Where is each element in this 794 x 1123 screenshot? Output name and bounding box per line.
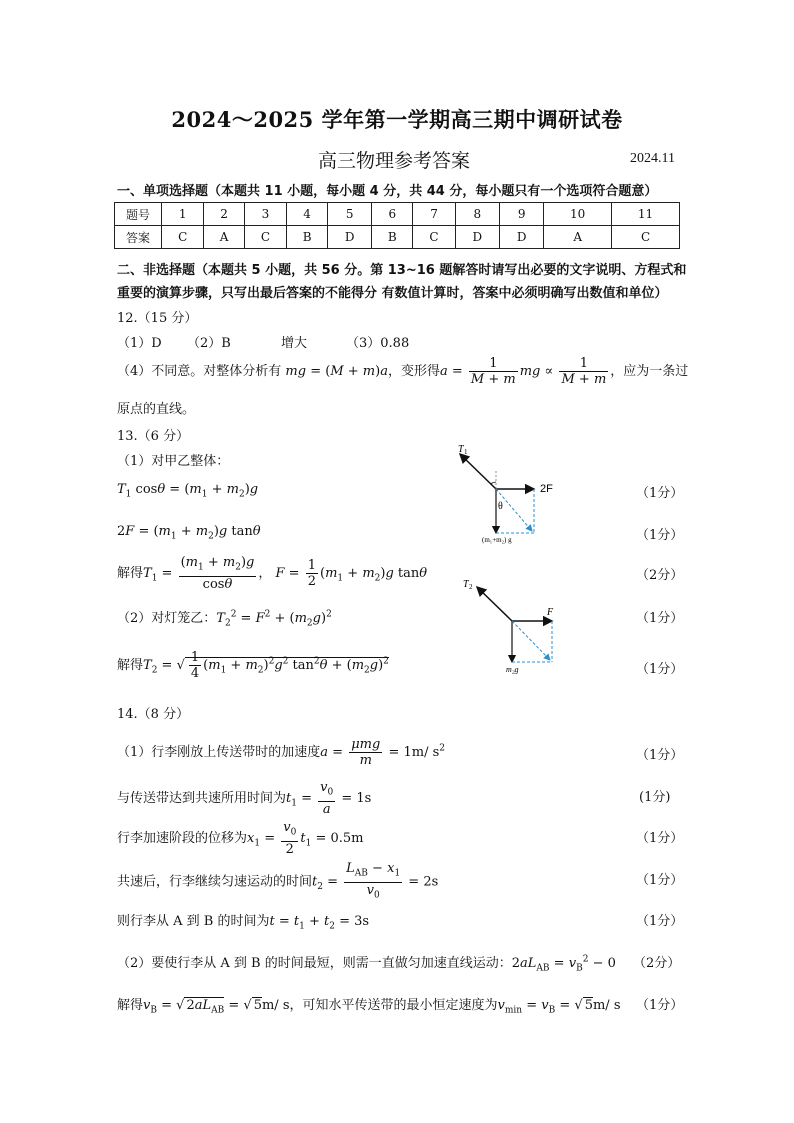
q14-line2: 与传送带达到共速所用时间为$t_1$ = $\frac{v_0}{a}$ = 1s	[117, 780, 372, 817]
score: （1分）	[636, 611, 684, 626]
q13-part1: （1）对甲乙整体：	[117, 454, 230, 469]
table-row	[115, 226, 680, 249]
q14-text: ，可知水平传送带的最小恒定速度为	[289, 998, 498, 1013]
q12-part4-line: （4）不同意。对整体分析有 mg = (M + m)a，变形得a = $\frac{1}{M + m}$ mg ∝ $\frac{1}{M + m}$ ，应为一条过	[117, 356, 689, 387]
table-cell: B	[287, 226, 328, 249]
q14-line1: （1）行李刚放上传送带时的加速度a = $\frac{\text{μmg}}{m}$ = 1m/ $s^2$	[117, 737, 446, 768]
table-cell: 9	[500, 203, 544, 226]
formula: $T_1$ $\cos\theta = (m_1 + m_2)g$	[117, 482, 259, 500]
score: （2分）	[633, 956, 681, 971]
q14-text: 则行李从 A 到 B 的时间为	[117, 914, 270, 929]
formula: 解得$T_2$ = √ $\frac{1}{4}$ $(m_1 + m_2)^2g^2$ $\tan^2\theta + (m_2g)^2$	[117, 650, 389, 681]
formula: 解得$T_1$ = $\frac{(m_1 + m_2)g}{\cos\theta}$ ， F = $\frac{1}{2}$ $(m_1 + m_2)g$ tanθ	[117, 555, 428, 592]
table-cell: C	[244, 226, 286, 249]
section1-heading: 一、单项选择题（本题共 11 小题，每小题 4 分，共 44 分，每小题只有一个选项符合题意）	[117, 184, 658, 199]
q14-text: （2）要使行李从 A 到 B 的时间最短，则需一直做匀加速直线运动：	[117, 956, 512, 971]
q12-part3: （3）0.88	[346, 336, 410, 351]
table-cell: C	[162, 226, 204, 249]
q12-part2-answer: 增大	[281, 336, 308, 351]
q14-text: 共速后，行李继续匀速运动的时间	[117, 874, 313, 890]
q14-line4: 共速后，行李继续匀速运动的时间$t_2$ = $\frac{L_{AB} - x_1}{v_0}$ = 2s	[117, 861, 439, 901]
score: （1分）	[636, 662, 684, 677]
table-cell: 7	[413, 203, 455, 226]
q13-header: 13.（6 分）	[117, 429, 190, 444]
q12-part4-text-d: 原点的直线。	[117, 402, 196, 417]
table-header-cell: 题号	[115, 203, 162, 226]
q13-part2-line: （2）对灯笼乙：$T_2^2 = F^2 + (m_2g)^2$	[117, 609, 332, 629]
score: （2分）	[636, 568, 684, 583]
q12-part1: （1）D	[117, 336, 162, 351]
q12-part2: （2）B	[187, 336, 231, 351]
table-cell: 11	[612, 203, 680, 226]
tension-subscript: 2	[469, 583, 473, 591]
tension-label: T	[463, 579, 469, 590]
tension-subscript: 1	[464, 448, 468, 456]
score: (1分)	[639, 790, 671, 805]
force-label: F	[547, 607, 554, 618]
q14-header: 14.（8 分）	[117, 707, 190, 722]
gravity-label: m₂g	[506, 665, 519, 674]
formula: $2F = (m_1 + m_2)g$ tanθ	[117, 524, 261, 542]
q14-line7: 解得$v_B$ = √ $2aL_{AB}$ = √ 5m/ s，可知水平传送带的最小恒定速度为$v_{min} = v_B$ = √ 5m/ s	[117, 998, 621, 1016]
table-cell: D	[500, 226, 544, 249]
score: （1分）	[636, 486, 684, 501]
score: （1分）	[636, 831, 684, 846]
force-diagram-1	[452, 440, 582, 550]
table-cell: A	[204, 226, 244, 249]
formula: mg	[285, 364, 307, 379]
q14-text: （1）行李刚放上传送带时的加速度	[117, 745, 321, 760]
solve-label: 解得	[117, 658, 144, 673]
table-cell: C	[612, 226, 680, 249]
table-cell: 4	[287, 203, 328, 226]
table-cell: D	[328, 226, 372, 249]
page-title: 2024～2025 学年第一学期高三期中调研试卷	[171, 107, 623, 132]
q14-text: 行李加速阶段的位移为	[117, 830, 248, 846]
section2-heading-line2: 重要的演算步骤，只写出最后答案的不能得分 有数值计算时，答案中必须明确写出数值和单位）	[117, 286, 668, 301]
table-cell: B	[372, 226, 413, 249]
formula: $\frac{1}{M + m}$	[470, 356, 516, 387]
answer-table	[114, 202, 680, 249]
table-cell: 6	[372, 203, 413, 226]
table-row	[115, 203, 680, 226]
score: （1分）	[636, 998, 684, 1013]
section2-heading-line1: 二、非选择题（本题共 5 小题，共 56 分。第 13~16 题解答时请写出必要的文字说明、方程式和	[117, 263, 687, 278]
q14-line3: 行李加速阶段的位移为$x_1$ = $\frac{v_0}{2}$ $t_1 = 0.5m$	[117, 820, 364, 857]
page-subtitle: 高三物理参考答案	[318, 150, 471, 172]
table-header-cell: 答案	[115, 226, 162, 249]
score: （1分）	[636, 914, 684, 929]
table-cell: D	[455, 226, 499, 249]
gravity-label: (m₁+m₂) g	[482, 536, 512, 544]
q12-header: 12.（15 分）	[117, 311, 198, 326]
table-cell: 5	[328, 203, 372, 226]
q14-line5: 则行李从 A 到 B 的时间为$t = t_1 + t_2 = 3s$	[117, 914, 370, 932]
table-cell: C	[413, 226, 455, 249]
q14-line6: （2）要使行李从 A 到 B 的时间最短，则需一直做匀加速直线运动：$2aL_{AB} = v_B^2 - 0$	[117, 954, 616, 974]
table-cell: 1	[162, 203, 204, 226]
tension-label: T	[458, 444, 464, 455]
table-cell: 3	[244, 203, 286, 226]
score: （1分）	[636, 748, 684, 763]
q12-part4-text-c: ，应为一条过	[610, 364, 689, 379]
force-label: 2F	[540, 483, 553, 495]
table-cell: 8	[455, 203, 499, 226]
score: （1分）	[636, 528, 684, 543]
q12-part4-text-a: （4）不同意。对整体分析有	[117, 364, 282, 379]
solve-label: 解得	[117, 565, 144, 581]
formula: $\frac{1}{M + m}$	[561, 356, 607, 387]
score: （1分）	[636, 873, 684, 888]
q13-part2: （2）对灯笼乙：	[117, 611, 217, 626]
table-cell: A	[544, 226, 612, 249]
q12-part4-text-b: ，变形得	[387, 364, 440, 379]
force-diagram-2	[455, 575, 585, 675]
q14-text: 与传送带达到共速所用时间为	[117, 790, 287, 806]
angle-label: θ	[498, 501, 503, 512]
table-cell: 10	[544, 203, 612, 226]
q14-text: 解得	[117, 998, 144, 1013]
table-cell: 2	[204, 203, 244, 226]
exam-date: 2024.11	[630, 151, 675, 166]
